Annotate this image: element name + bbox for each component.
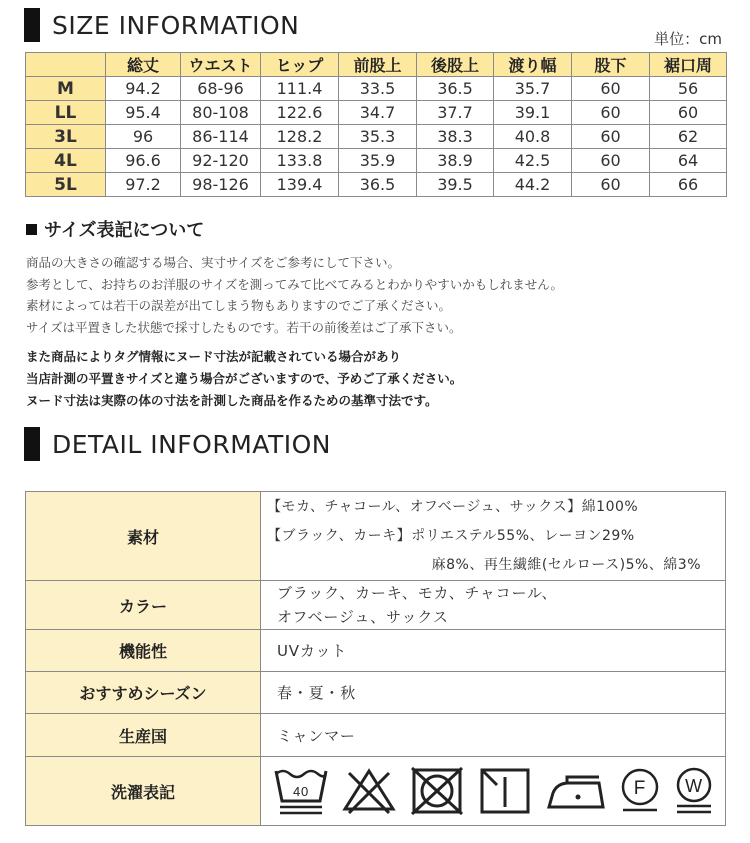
table-cell: 60 <box>572 149 650 173</box>
column-header: ウエスト <box>181 53 261 77</box>
size-label: 4L <box>26 149 106 173</box>
table-cell: 36.5 <box>417 77 494 101</box>
table-cell: 111.4 <box>261 77 339 101</box>
column-header: 後股上 <box>417 53 494 77</box>
table-cell: 44.2 <box>494 173 572 197</box>
table-cell: 95.4 <box>106 101 181 125</box>
table-cell: 37.7 <box>417 101 494 125</box>
wash-40-gentle-icon <box>273 765 329 817</box>
table-cell: 96 <box>106 125 181 149</box>
detail-value-origin: ミャンマー <box>261 714 726 757</box>
table-cell: 39.5 <box>417 173 494 197</box>
note-bold-line: また商品によりタグ情報にヌード寸法が記載されている場合があり <box>26 349 402 364</box>
detail-value-function: UVカット <box>261 630 726 672</box>
detail-label: 機能性 <box>26 630 261 672</box>
table-cell: 128.2 <box>261 125 339 149</box>
table-cell: 62 <box>650 125 727 149</box>
column-header: 股下 <box>572 53 650 77</box>
column-header: 裾口周 <box>650 53 727 77</box>
table-cell: 122.6 <box>261 101 339 125</box>
note-bold-line: ヌード寸法は実際の体の寸法を計測した商品を作るための基準寸法です。 <box>26 393 438 408</box>
notes-body <box>26 252 563 338</box>
table-row <box>26 101 727 125</box>
size-label: 3L <box>26 125 106 149</box>
table-cell: 60 <box>572 77 650 101</box>
size-label: M <box>26 77 106 101</box>
table-cell: 36.5 <box>339 173 417 197</box>
table-cell: 86-114 <box>181 125 261 149</box>
square-bullet-icon <box>26 224 37 235</box>
size-table-header-row <box>26 53 727 77</box>
note-line: サイズは平置きした状態で採寸したものです。若干の前後差はご了承下さい。 <box>26 319 462 335</box>
table-cell: 97.2 <box>106 173 181 197</box>
detail-section-title: DETAIL INFORMATION <box>52 429 331 459</box>
note-line: 素材によっては若干の誤差が出てしまう物もありますのでご了承ください。 <box>26 298 452 313</box>
table-cell: 33.5 <box>339 77 417 101</box>
wash-temp-text: 40 <box>292 784 310 799</box>
detail-row-season <box>26 672 726 714</box>
detail-label: 洗濯表記 <box>26 757 261 826</box>
table-row <box>26 77 727 101</box>
detail-value-material <box>261 492 726 581</box>
column-header: 渡り幅 <box>494 53 572 77</box>
table-cell: 35.9 <box>339 149 417 173</box>
table-cell: 94.2 <box>106 77 181 101</box>
size-label: 5L <box>26 173 106 197</box>
table-cell: 68-96 <box>181 77 261 101</box>
table-cell: 34.7 <box>339 101 417 125</box>
material-line: 【モカ、チャコール、オフベージュ、サックス】綿100% <box>267 498 639 515</box>
column-header: 前股上 <box>339 53 417 77</box>
material-line: 麻8%、再生繊維(セルロース)5%、綿3% <box>431 556 701 573</box>
table-cell: 38.9 <box>417 149 494 173</box>
detail-value-color <box>261 581 726 630</box>
table-cell: 60 <box>572 101 650 125</box>
size-section-header <box>24 8 299 42</box>
table-cell: 38.3 <box>417 125 494 149</box>
table-row <box>26 149 727 173</box>
table-cell: 56 <box>650 77 727 101</box>
dryclean-f-icon <box>619 765 661 817</box>
table-cell: 64 <box>650 149 727 173</box>
table-cell: 40.8 <box>494 125 572 149</box>
no-bleach-icon <box>341 765 397 817</box>
wetclean-text: W <box>685 776 703 796</box>
table-cell: 60 <box>650 101 727 125</box>
no-tumble-dry-icon <box>409 765 465 817</box>
size-label: LL <box>26 101 106 125</box>
note-line: 商品の大きさの確認する場合、実寸サイズをご参考にして下さい。 <box>26 255 401 270</box>
detail-row-origin <box>26 714 726 757</box>
column-header: 総丈 <box>106 53 181 77</box>
note-line: 参考として、お持ちのお洋服のサイズを測ってみて比べてみるとわかりやすいかもしれません。 <box>26 276 564 292</box>
section-bar <box>24 8 40 42</box>
table-cell: 80-108 <box>181 101 261 125</box>
column-header <box>26 53 106 77</box>
detail-section-header <box>24 427 331 461</box>
column-header: ヒップ <box>261 53 339 77</box>
notes-bold-body <box>26 346 462 412</box>
detail-row-color <box>26 581 726 630</box>
notes-title <box>26 216 204 242</box>
detail-row-function <box>26 630 726 672</box>
table-cell: 139.4 <box>261 173 339 197</box>
table-cell: 133.8 <box>261 149 339 173</box>
table-cell: 42.5 <box>494 149 572 173</box>
detail-label: 生産国 <box>26 714 261 757</box>
note-bold-line: 当店計測の平置きサイズと違う場合がございますので、予めご了承ください。 <box>26 371 463 386</box>
detail-label: カラー <box>26 581 261 630</box>
care-icons <box>273 765 725 817</box>
table-cell: 35.3 <box>339 125 417 149</box>
table-cell: 35.7 <box>494 77 572 101</box>
line-dry-shade-icon <box>477 765 533 817</box>
detail-label: おすすめシーズン <box>26 672 261 714</box>
notes-title-text: サイズ表記について <box>44 220 205 241</box>
size-section-title: SIZE INFORMATION <box>52 10 300 40</box>
table-cell: 60 <box>572 173 650 197</box>
detail-label: 素材 <box>26 492 261 581</box>
color-line: ブラック、カーキ、モカ、チャコール、 <box>277 584 558 602</box>
table-row <box>26 125 727 149</box>
detail-row-care <box>26 757 726 826</box>
table-cell: 98-126 <box>181 173 261 197</box>
dryclean-text: F <box>633 778 647 799</box>
table-cell: 96.6 <box>106 149 181 173</box>
size-table <box>25 52 727 197</box>
table-cell: 66 <box>650 173 727 197</box>
iron-low-icon <box>545 765 607 817</box>
section-bar <box>24 427 40 461</box>
detail-value-season: 春・夏・秋 <box>261 672 726 714</box>
table-row <box>26 173 727 197</box>
color-line: オフベージュ、サックス <box>277 608 449 626</box>
table-cell: 92-120 <box>181 149 261 173</box>
table-cell: 60 <box>572 125 650 149</box>
wetclean-w-icon <box>673 765 715 817</box>
material-line: 【ブラック、カーキ】ポリエステル55%、レーヨン29% <box>267 527 635 544</box>
unit-label: 単位：cm <box>654 30 722 48</box>
detail-value-care <box>261 757 726 826</box>
detail-row-material <box>26 492 726 581</box>
detail-table <box>25 491 726 826</box>
table-cell: 39.1 <box>494 101 572 125</box>
